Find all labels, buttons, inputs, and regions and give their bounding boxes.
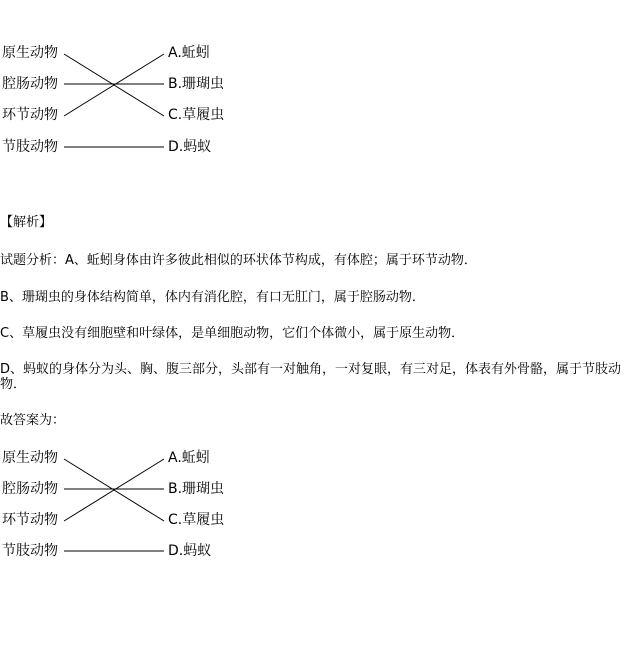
answer-left-item-arthropoda: 节肢动物 xyxy=(2,543,58,559)
left-item-arthropoda: 节肢动物 xyxy=(2,139,58,155)
analysis-heading: 【解析】 xyxy=(0,215,53,230)
left-item-protozoa: 原生动物 xyxy=(2,45,58,61)
right-item-coral-polyp: B.珊瑚虫 xyxy=(168,76,225,92)
answer-left-item-protozoa: 原生动物 xyxy=(2,450,58,466)
right-item-earthworm: A.蚯蚓 xyxy=(168,45,210,61)
analysis-point-d: D、蚂蚁的身体分为头、胸、腹三部分，头部有一对触角，一对复眼，有三对足，体表有外骨骼，属于节肢动物． xyxy=(0,362,622,392)
analysis-point-c: C、草履虫没有细胞壁和叶绿体，是单细胞动物，它们个体微小，属于原生动物． xyxy=(0,326,465,341)
answer-left-item-annelida: 环节动物 xyxy=(2,512,58,528)
right-item-ant: D.蚂蚁 xyxy=(168,139,212,155)
analysis-point-a: 试题分析：A、蚯蚓身体由许多彼此相似的环状体节构成，有体腔；属于环节动物． xyxy=(0,253,477,268)
left-item-annelida: 环节动物 xyxy=(2,107,58,123)
answer-right-item-ant: D.蚂蚁 xyxy=(168,543,212,559)
analysis-point-b: B、珊瑚虫的身体结构简单，体内有消化腔，有口无肛门，属于腔肠动物． xyxy=(0,290,425,305)
answer-right-item-paramecium: C.草履虫 xyxy=(168,512,225,528)
analysis-conclusion: 故答案为： xyxy=(0,413,66,428)
answer-right-item-coral-polyp: B.珊瑚虫 xyxy=(168,481,225,497)
left-item-coelenterata: 腔肠动物 xyxy=(2,76,58,92)
right-item-paramecium: C.草履虫 xyxy=(168,107,225,123)
answer-right-item-earthworm: A.蚯蚓 xyxy=(168,450,210,466)
answer-left-item-coelenterata: 腔肠动物 xyxy=(2,481,58,497)
